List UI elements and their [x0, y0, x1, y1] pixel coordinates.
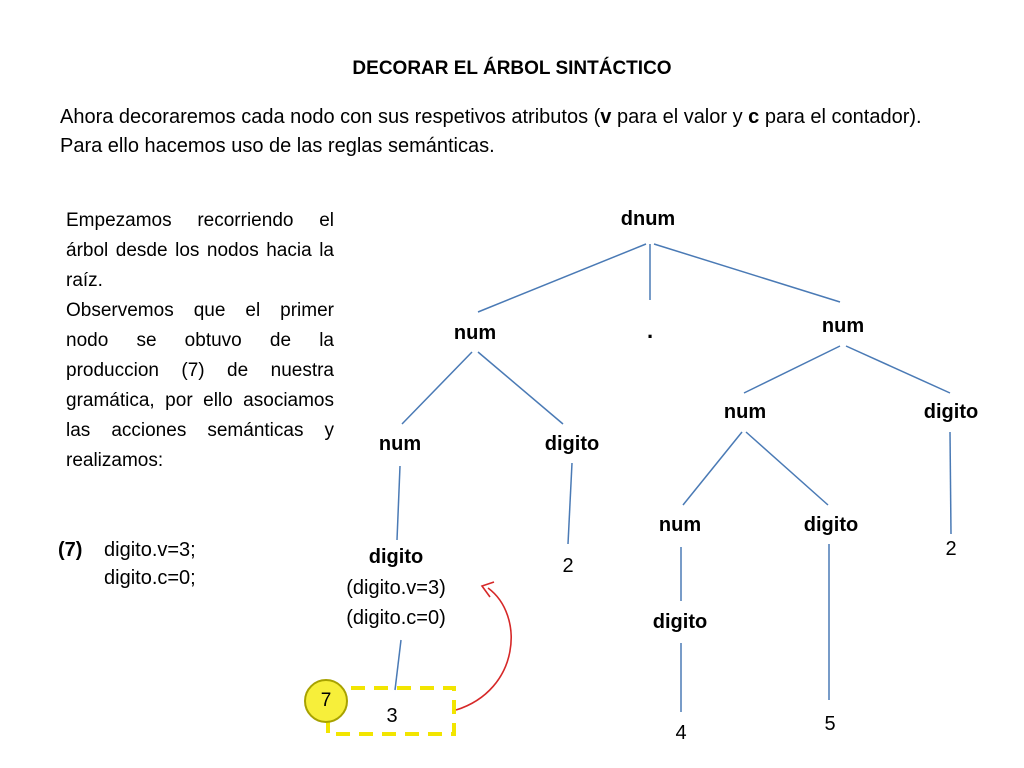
rule-action-v: digito.v=3;: [104, 539, 196, 561]
node-dot: .: [646, 318, 654, 343]
intro-c: c: [748, 106, 760, 128]
intro-part3: para el contador).: [759, 106, 922, 128]
edge-dnum-rnum: [654, 244, 840, 302]
node-digito-l-value: 2: [562, 555, 574, 577]
node-digito-r-value: 2: [945, 538, 957, 560]
intro-v: v: [600, 106, 612, 128]
edge-llnum-lldigito: [397, 466, 400, 540]
node-digito-r: digito: [923, 401, 979, 423]
rule-action-c: digito.c=0;: [104, 567, 196, 589]
edge-rnum2-rrnum: [683, 432, 742, 505]
page-title: DECORAR EL ÁRBOL SINTÁCTICO: [352, 58, 672, 79]
edge-dnum-num: [478, 244, 646, 312]
node-num-r: num: [723, 401, 767, 423]
explanation-p2: Observemos que el primer nodo se obtuvo de la produccion (7) de nuestra gramática, por ello asociamos las acciones semánticas y realizamos:: [66, 300, 334, 471]
node-leaf-3: 3: [386, 705, 398, 727]
edge-num-llnum: [402, 352, 472, 424]
edge-ldigito-val: [568, 463, 572, 544]
node-digito-rr: digito: [803, 514, 859, 536]
attr-digito-c: (digito.c=0): [346, 607, 446, 629]
intro-part2: para el valor y: [611, 106, 749, 128]
edge-rnum2-rrdigito: [746, 432, 828, 505]
node-digito-l: digito: [544, 433, 600, 455]
red-arrow-curve: [456, 588, 511, 710]
node-digito-rrr: digito: [652, 611, 708, 633]
edge-lldigito-leaf: [395, 640, 401, 690]
edge-rnum-rdigito: [846, 346, 950, 393]
node-dnum: dnum: [620, 208, 676, 230]
intro-part1: Ahora decoraremos cada nodo con sus respetivos atributos (: [60, 106, 601, 128]
edge-num-ldigito: [478, 352, 563, 424]
attr-digito-v: (digito.v=3): [346, 577, 446, 599]
rule-number: (7): [58, 539, 83, 561]
node-num-rr: num: [658, 514, 702, 536]
node-digito-rr-value: 5: [824, 713, 836, 735]
edge-rnum-rnum2: [744, 346, 840, 393]
intro-line2: Para ello hacemos uso de las reglas semánticas.: [60, 135, 495, 157]
node-num-ll: num: [378, 433, 422, 455]
node-num-left: num: [453, 322, 497, 344]
explanation-p1: Empezamos recorriendo el árbol desde los nodos hacia la raíz.: [66, 210, 334, 291]
edge-rdigito-val: [950, 432, 951, 534]
red-arrow-head: [482, 582, 494, 597]
node-digito-ll: digito: [368, 546, 424, 568]
node-num-right: num: [821, 315, 865, 337]
node-digito-ll-attrs: [346, 573, 446, 633]
node-leaf-4: 4: [675, 722, 687, 744]
production-badge: 7: [304, 679, 348, 723]
